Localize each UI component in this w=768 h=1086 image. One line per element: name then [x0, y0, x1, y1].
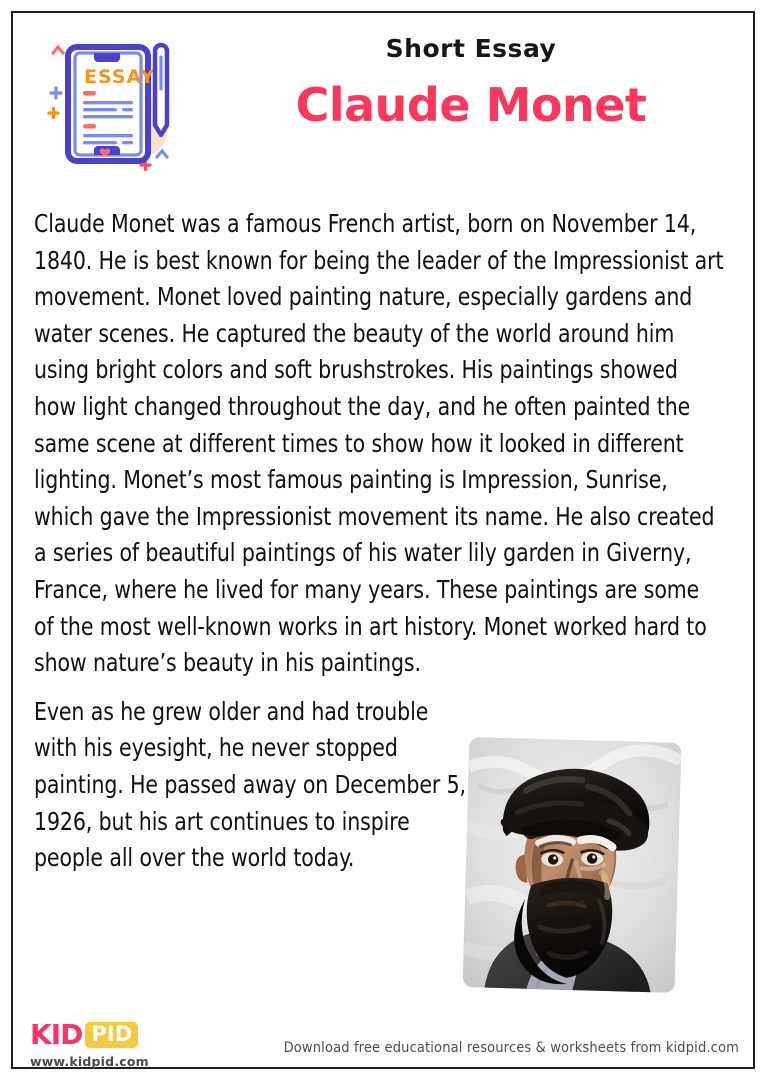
page-header	[11, 13, 755, 183]
logo-url: www.kidpid.com	[30, 1054, 149, 1069]
essay-paragraph: Claude Monet was a famous French artist, born on November 14, 1840. He is best known for being the leader of the Impressionist art movement. Monet loved painting nature, especially gardens and water scenes. He captured the beauty of the world around him using bright colors and soft brushstrokes. His paintings showed how light changed throughout the day, and he often painted the same scene at different times to show how it looked in different lighting. Monet’s most famous painting is Impression, Sunrise, which gave the Impressionist movement its name. He also created a series of beautiful paintings of his water lily garden in Giverny, France, where he lived for many years. These paintings are some of the most well-known works in art history. Monet worked hard to show nature’s beauty in his paintings.	[34, 209, 724, 678]
claude-monet-portrait	[463, 737, 682, 993]
portrait-frame	[463, 737, 682, 993]
essay-clipboard-icon	[37, 31, 187, 176]
header-titles	[201, 34, 741, 132]
logo-pid-badge	[85, 1022, 138, 1048]
portrait-painting	[463, 737, 682, 993]
page-footer	[13, 1014, 753, 1070]
footer-note: Download free educational resources & worksheets from kidpid.com	[283, 1040, 739, 1056]
logo-pid-text: PID	[91, 1022, 132, 1046]
worksheet-subtitle: Short Essay	[385, 34, 557, 63]
logo-kid-text: KID	[30, 1018, 83, 1051]
kidpid-logo[interactable]	[30, 1020, 180, 1069]
essay-paragraph: Even as he grew older and had trouble with his eyesight, he never stopped painting. He passed away on December 5, 1926, but his art continues to inspire people all over the world today.	[34, 696, 466, 873]
page-title: Claude Monet	[295, 77, 647, 132]
svg-text:ESSAY: ESSAY	[84, 66, 156, 88]
